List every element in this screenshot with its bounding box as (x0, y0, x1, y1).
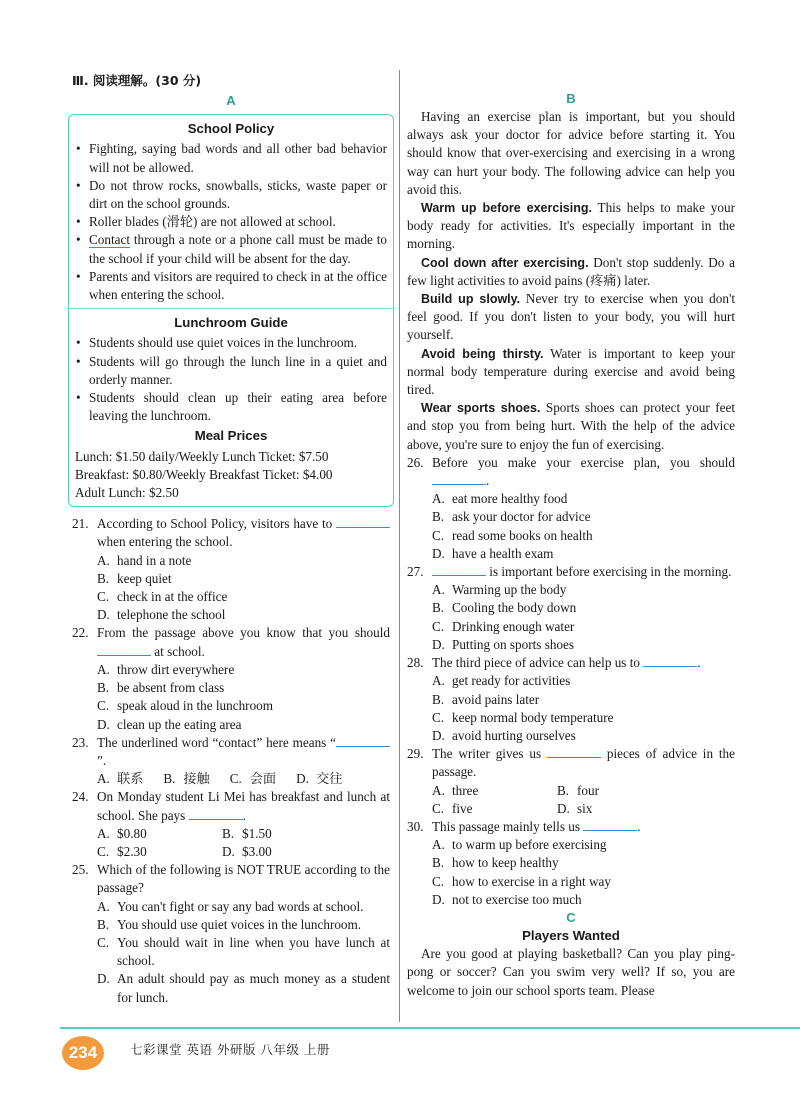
option-label: C. (97, 843, 110, 859)
question-29 (407, 745, 735, 781)
option-text: You can't fight or say any bad words at school. (117, 898, 364, 914)
question-number: 25. (72, 862, 89, 878)
option-label: B. (97, 680, 110, 696)
right-column (407, 90, 735, 1000)
option-label: C. (432, 527, 445, 543)
option[interactable] (432, 836, 735, 854)
question-24 (72, 788, 390, 824)
option-label: D. (432, 636, 445, 652)
question-stem (432, 563, 735, 581)
option-text: avoid pains later (452, 691, 540, 707)
question-stem (97, 515, 390, 551)
option-label: B. (97, 570, 110, 586)
meal-prices-title: Meal Prices (194, 428, 268, 444)
underlined-word-contact: Contact (89, 232, 131, 248)
option-label: A. (432, 491, 445, 507)
option-label: A. (97, 898, 110, 914)
option-text: telephone the school (117, 607, 226, 623)
option[interactable] (230, 770, 276, 788)
option-text: eat more healthy food (452, 491, 568, 507)
question-27 (407, 563, 735, 581)
question-stem (432, 745, 735, 781)
stem-text: On Monday student Li Mei has breakfast and lunch at school. She pays (97, 789, 390, 823)
policy-item (75, 231, 387, 267)
advice-heading: Build up slowly. (421, 292, 521, 307)
option-text: keep quiet (117, 570, 172, 586)
option-label: D. (432, 891, 445, 907)
passage-a-letter: A (226, 93, 236, 109)
option-text: ask your doctor for advice (452, 509, 591, 525)
answer-blank[interactable] (432, 563, 486, 576)
advice-text: Sports shoes can protect your feet and stop you from being hurt. With the help of the advice above, you're sure to enjoy the fun of exercising. (407, 400, 735, 452)
question-stem (432, 454, 735, 490)
question-number: 26. (407, 454, 424, 470)
school-policy-list (75, 140, 387, 304)
option-label: B. (432, 509, 445, 525)
option[interactable] (97, 661, 390, 679)
answer-blank[interactable] (583, 818, 637, 831)
option-text: You should use quiet voices in the lunchroom. (117, 916, 362, 932)
question-stem (97, 624, 390, 660)
question-number: 27. (407, 564, 424, 580)
option[interactable] (97, 606, 390, 624)
option-label: C. (229, 771, 242, 787)
question-number: 22. (72, 625, 89, 641)
option[interactable] (97, 934, 390, 970)
option[interactable] (97, 679, 390, 697)
policy-item: • Roller blades (滑轮) are not allowed at school. (75, 213, 387, 231)
stem-text: pieces of advice in the passage. (432, 746, 736, 780)
advice-text: This helps to make your body ready for activities. It's especially important in the morning. (407, 200, 735, 252)
option-label: B. (97, 916, 110, 932)
advice-paragraph (407, 199, 735, 254)
question-number: 24. (72, 789, 89, 805)
answer-blank[interactable] (432, 472, 486, 485)
option-text: five (452, 800, 473, 816)
option-label: C. (97, 698, 110, 714)
option-label: B. (432, 855, 445, 871)
option-label: B. (222, 825, 235, 841)
option-text: Drinking enough water (452, 618, 575, 634)
question-21 (72, 515, 390, 551)
advice-text: Water is important to keep your normal body temperature during exercise and avoid being tired. (407, 345, 735, 398)
advice-text: Don't stop suddenly. Do a few light activities to avoid pains (疼痛) later. (407, 254, 735, 288)
advice-text: Never try to exercise when you don't feel good. If you don't listen to your body, you will hurt yourself. (407, 291, 735, 343)
option-text: Cooling the body down (452, 600, 577, 616)
option[interactable] (432, 672, 735, 690)
option-label: D. (97, 971, 110, 987)
stem-text: According to School Policy, visitors have to (97, 516, 333, 532)
option[interactable] (432, 618, 735, 636)
option[interactable] (97, 916, 390, 934)
advice-heading: Warm up before exercising. (421, 201, 592, 216)
option[interactable] (432, 873, 735, 891)
stem-text: The underlined word “contact” here means “ (97, 734, 336, 750)
answer-blank[interactable] (547, 745, 601, 758)
option-text: three (452, 782, 479, 798)
answer-blank[interactable] (336, 734, 390, 747)
option[interactable] (432, 508, 735, 526)
option[interactable] (432, 691, 735, 709)
option-text: $2.30 (117, 843, 147, 859)
policy-item-text: through a note or a phone call must be made to the school if your child will be absent for the day. (89, 232, 387, 266)
school-policy-title: School Policy (187, 121, 275, 137)
option-text: not to exercise too much (452, 891, 582, 907)
option-text: six (577, 800, 593, 816)
question-26 (407, 454, 735, 490)
advice-heading: Cool down after exercising. (421, 255, 589, 270)
option-label: A. (97, 771, 110, 787)
question-stem: Which of the following is NOT TRUE according to the passage? (97, 862, 390, 896)
question-number: 28. (407, 655, 424, 671)
option-text: have a health exam (452, 545, 554, 561)
option-label: C. (432, 618, 445, 634)
option-text: An adult should pay as much money as a student for lunch. (117, 971, 390, 1005)
passage-c-title: Players Wanted (522, 927, 620, 943)
options-row (432, 800, 735, 818)
stem-text: This passage mainly tells us (432, 818, 580, 834)
option-text: how to exercise in a right way (452, 873, 611, 889)
option-text: to warm up before exercising (452, 837, 607, 853)
option-label: D. (97, 716, 110, 732)
option[interactable] (97, 716, 390, 734)
option[interactable] (432, 891, 735, 909)
option-text: check in at the office (117, 589, 228, 605)
option-label: A. (432, 582, 445, 598)
option-text: keep normal body temperature (452, 709, 614, 725)
option-text: Warming up the body (452, 582, 567, 598)
option[interactable] (222, 825, 347, 843)
option-text: $1.50 (242, 825, 272, 841)
option-label: C. (432, 709, 445, 725)
option-label: B. (432, 600, 445, 616)
advice-heading: Wear sports shoes. (421, 401, 541, 416)
stem-text: From the passage above you know that you should (97, 625, 390, 641)
advice-paragraph (407, 290, 735, 345)
option-text: Putting on sports shoes (452, 636, 574, 652)
stem-text: at school. (151, 643, 205, 659)
advice-paragraph (407, 399, 735, 454)
passage-a-box (68, 114, 394, 507)
stem-text: ”. (97, 752, 107, 768)
option[interactable] (557, 800, 682, 818)
option-text: get ready for activities (452, 673, 571, 689)
question-22 (72, 624, 390, 660)
advice-paragraph (407, 254, 735, 290)
option[interactable] (97, 770, 143, 788)
option[interactable] (97, 570, 390, 588)
school-policy-section (69, 115, 393, 308)
option-label: D. (222, 843, 235, 859)
option[interactable] (432, 636, 735, 654)
page-number-badge: 234 (62, 1036, 104, 1070)
option-label: B. (557, 782, 570, 798)
question-number: 23. (72, 734, 89, 750)
footer-rule (60, 1027, 800, 1029)
policy-item: • Fighting, saying bad words and all other bad behavior will not be allowed. (75, 140, 387, 176)
question-stem (432, 818, 735, 836)
option-label: A. (97, 552, 110, 568)
stem-text: . (637, 818, 641, 834)
lunchroom-item: • Students should use quiet voices in the lunchroom. (75, 334, 387, 352)
option-label: D. (557, 800, 570, 816)
option-label: C. (432, 873, 445, 889)
option[interactable] (222, 843, 347, 861)
options-row (432, 782, 735, 800)
option-label: A. (432, 782, 445, 798)
option[interactable] (432, 581, 735, 599)
option-text: hand in a note (117, 552, 192, 568)
lunchroom-title: Lunchroom Guide (174, 315, 288, 331)
question-number: 21. (72, 516, 89, 532)
option[interactable] (432, 709, 735, 727)
policy-item: • Do not throw rocks, snowballs, sticks, waste paper or dirt on the school grounds. (75, 177, 387, 213)
question-stem (432, 654, 735, 672)
answer-blank[interactable] (189, 807, 243, 820)
passage-c-letter: C (566, 909, 576, 925)
option[interactable] (97, 843, 222, 861)
footer-book-title: 七彩课堂 英语 外研版 八年级 上册 (130, 1042, 330, 1057)
question-stem (97, 788, 390, 824)
option[interactable] (97, 825, 222, 843)
option-text: 接触 (183, 771, 210, 787)
stem-text: Before you make your exercise plan, you should (432, 454, 735, 470)
option-text: 交往 (316, 771, 343, 787)
passage-b-letter: B (566, 91, 576, 106)
option-text: how to keep healthy (452, 855, 559, 871)
option[interactable] (163, 770, 209, 788)
answer-blank[interactable] (97, 643, 151, 656)
question-28 (407, 654, 735, 672)
option[interactable] (432, 490, 735, 508)
option-label: D. (296, 771, 309, 787)
advice-heading: Avoid being thirsty. (421, 346, 544, 361)
option-label: D. (432, 545, 445, 561)
stem-text: The third piece of advice can help us to (432, 655, 640, 671)
option-label: C. (432, 800, 445, 816)
stem-text: . (242, 807, 246, 823)
option-text: avoid hurting ourselves (452, 727, 576, 743)
option-text: 会面 (249, 771, 277, 787)
option[interactable] (432, 727, 735, 745)
option[interactable] (97, 697, 390, 715)
stem-text: . (697, 655, 701, 671)
answer-blank[interactable] (643, 654, 697, 667)
option-text: be absent from class (117, 680, 225, 696)
column-divider (399, 70, 400, 1022)
passage-c-text: Are you good at playing basketball? Can you play ping-pong or soccer? Can you swim very well? If so, you are welcome to join our school sports team. Please (407, 946, 735, 998)
option[interactable] (432, 782, 557, 800)
stem-text: is important before exercising in the morning. (486, 564, 732, 580)
option-text: throw dirt everywhere (117, 661, 235, 677)
options-row (97, 825, 390, 843)
lunchroom-section (69, 308, 393, 506)
option-text: $3.00 (242, 843, 272, 859)
option-label: A. (97, 825, 110, 841)
question-25 (72, 861, 390, 897)
option-text: You should wait in line when you have lunch at school. (117, 934, 390, 969)
question-stem (97, 734, 390, 770)
option-text: speak aloud in the lunchroom (117, 698, 274, 714)
question-23 (72, 734, 390, 770)
option[interactable] (557, 782, 682, 800)
meal-price-line: Breakfast: $0.80/Weekly Breakfast Ticket: $4.00 (75, 466, 333, 482)
policy-item: • Parents and visitors are required to check in at the office when entering the school. (75, 268, 387, 304)
stem-text: when entering the school. (97, 534, 233, 550)
option[interactable] (97, 588, 390, 606)
lunchroom-item: • Students should clean up their eating area before leaving the lunchroom. (75, 389, 387, 425)
option-label: D. (432, 727, 445, 743)
lunchroom-list (75, 334, 387, 425)
option[interactable] (432, 854, 735, 872)
option-text: $0.80 (117, 825, 147, 841)
option-text: 联系 (117, 771, 144, 787)
option-text: four (577, 782, 599, 798)
section-heading: Ⅲ. 阅读理解。(30 分) (72, 73, 202, 88)
option-text: clean up the eating area (117, 716, 242, 732)
meal-price-line: Adult Lunch: $2.50 (75, 485, 179, 501)
meal-price-line: Lunch: $1.50 daily/Weekly Lunch Ticket: $7.50 (75, 448, 329, 464)
question-number: 30. (407, 818, 424, 834)
stem-text: The writer gives us (432, 746, 542, 762)
options-row (97, 843, 390, 861)
question-number: 29. (407, 746, 424, 762)
option-label: C. (97, 934, 110, 950)
option[interactable] (97, 552, 390, 570)
option-label: B. (432, 691, 445, 707)
advice-paragraph (407, 345, 735, 400)
option[interactable] (432, 599, 735, 617)
option-label: A. (432, 837, 445, 853)
option[interactable] (432, 800, 557, 818)
options-row (97, 770, 390, 788)
option-text: read some books on health (452, 527, 593, 543)
option[interactable] (432, 545, 735, 563)
option-label: A. (432, 673, 445, 689)
option-label: A. (97, 661, 110, 677)
question-30 (407, 818, 735, 836)
left-column (72, 68, 390, 1007)
option-label: B. (163, 771, 176, 787)
option[interactable] (432, 527, 735, 545)
answer-blank[interactable] (336, 515, 390, 528)
option[interactable] (97, 898, 390, 916)
option-label: C. (97, 589, 110, 605)
stem-text: . (486, 473, 490, 489)
option-label: D. (97, 607, 110, 623)
option[interactable] (97, 970, 390, 1006)
lunchroom-item: • Students will go through the lunch line in a quiet and orderly manner. (75, 353, 387, 389)
option[interactable] (296, 770, 342, 788)
passage-b-intro: Having an exercise plan is important, but you should always ask your doctor for advice before starting it. You should know that over-exercising and exercising in a wrong way can hurt your body. The following advice can help you avoid this. (407, 109, 735, 197)
